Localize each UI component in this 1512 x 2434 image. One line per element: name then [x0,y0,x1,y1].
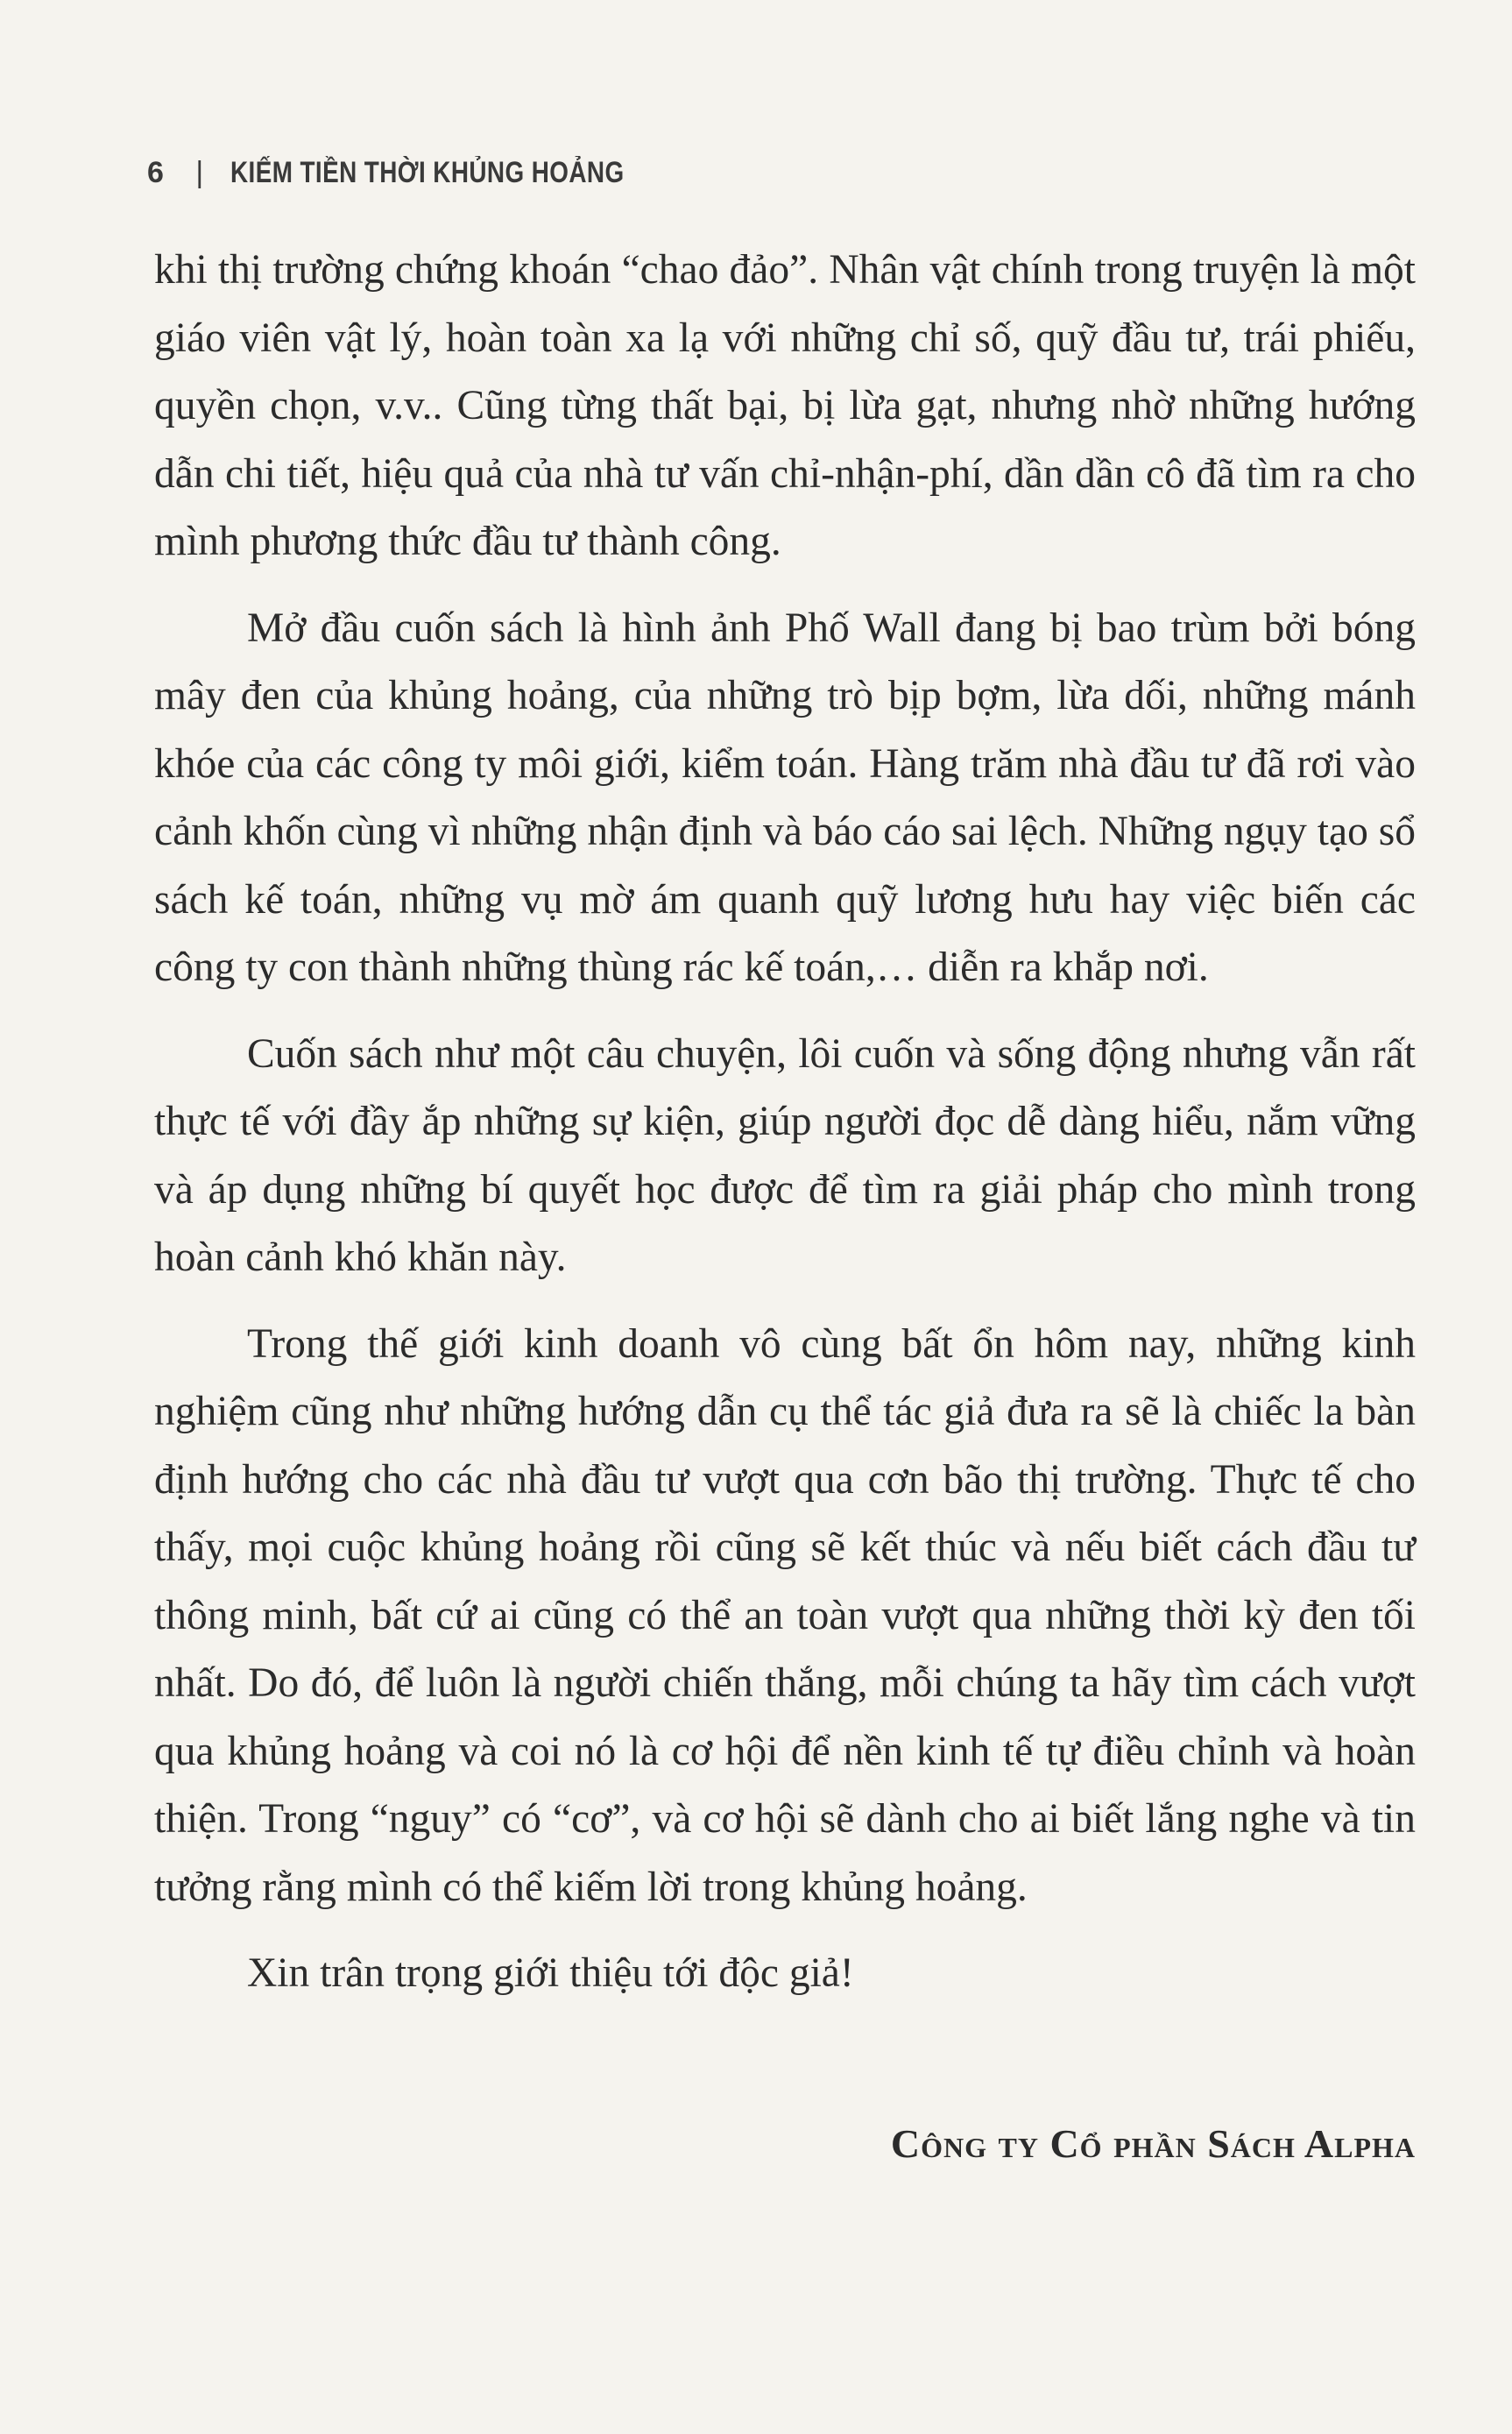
publisher-signature: Công ty Cổ phần Sách Alpha [890,2121,1416,2166]
book-title: KIẾM TIỀN THỜI KHỦNG HOẢNG [230,156,625,189]
paragraph: Mở đầu cuốn sách là hình ảnh Phố Wall đang bị bao trùm bởi bóng mây đen của khủng hoảng, của những trò bịp bợm, lừa dối, những mánh khóe của các công ty môi giới, kiểm toán. Hàng trăm nhà đầu tư đã rơi vào cảnh khốn cùng vì những nhận định và báo cáo sai lệch. Những ngụy tạo sổ sách kế toán, những vụ mờ ám quanh quỹ lương hưu hay việc biến các công ty con thành những thùng rác kế toán,… diễn ra khắp nơi. [154,605,1416,990]
running-header [147,156,710,190]
closing-line: Xin trân trọng giới thiệu tới độc giả! [247,1950,854,1996]
paragraph: Cuốn sách như một câu chuyện, lôi cuốn và sống động nhưng vẫn rất thực tế với đầy ắp những sự kiện, giúp người đọc dễ dàng hiểu, nắm vững và áp dụng những bí quyết học được để tìm ra giải pháp cho mình trong hoàn cảnh khó khăn này. [154,1030,1416,1280]
paragraph-continued: khi thị trường chứng khoán “chao đảo”. Nhân vật chính trong truyện là một giáo viên vật lý, hoàn toàn xa lạ với những chỉ số, quỹ đầu tư, trái phiếu, quyền chọn, v.v.. Cũng từng thất bại, bị lừa gạt, nhưng nhờ những hướng dẫn chi tiết, hiệu quả của nhà tư vấn chỉ-nhận-phí, dần dần cô đã tìm ra cho mình phương thức đầu tư thành công. [154,247,1416,564]
paragraph: Trong thế giới kinh doanh vô cùng bất ổn hôm nay, những kinh nghiệm cũng như những hướng dẫn cụ thể tác giả đưa ra sẽ là chiếc la bàn định hướng cho các nhà đầu tư vượt qua cơn bão thị trường. Thực tế cho thấy, mọi cuộc khủng hoảng rồi cũng sẽ kết thúc và nếu biết cách đầu tư thông minh, bất cứ ai cũng có thể an toàn vượt qua những thời kỳ đen tối nhất. Do đó, để luôn là người chiến thắng, mỗi chúng ta hãy tìm cách vượt qua khủng hoảng và coi nó là cơ hội để nền kinh tế tự điều chỉnh và hoàn thiện. Trong “nguy” có “cơ”, và cơ hội sẽ dành cho ai biết lắng nghe và tin tưởng rằng mình có thể kiếm lời trong khủng hoảng. [154,1320,1416,1910]
body-text [154,237,1416,2027]
page-number: 6 [147,156,165,189]
header-separator: | [195,156,204,189]
